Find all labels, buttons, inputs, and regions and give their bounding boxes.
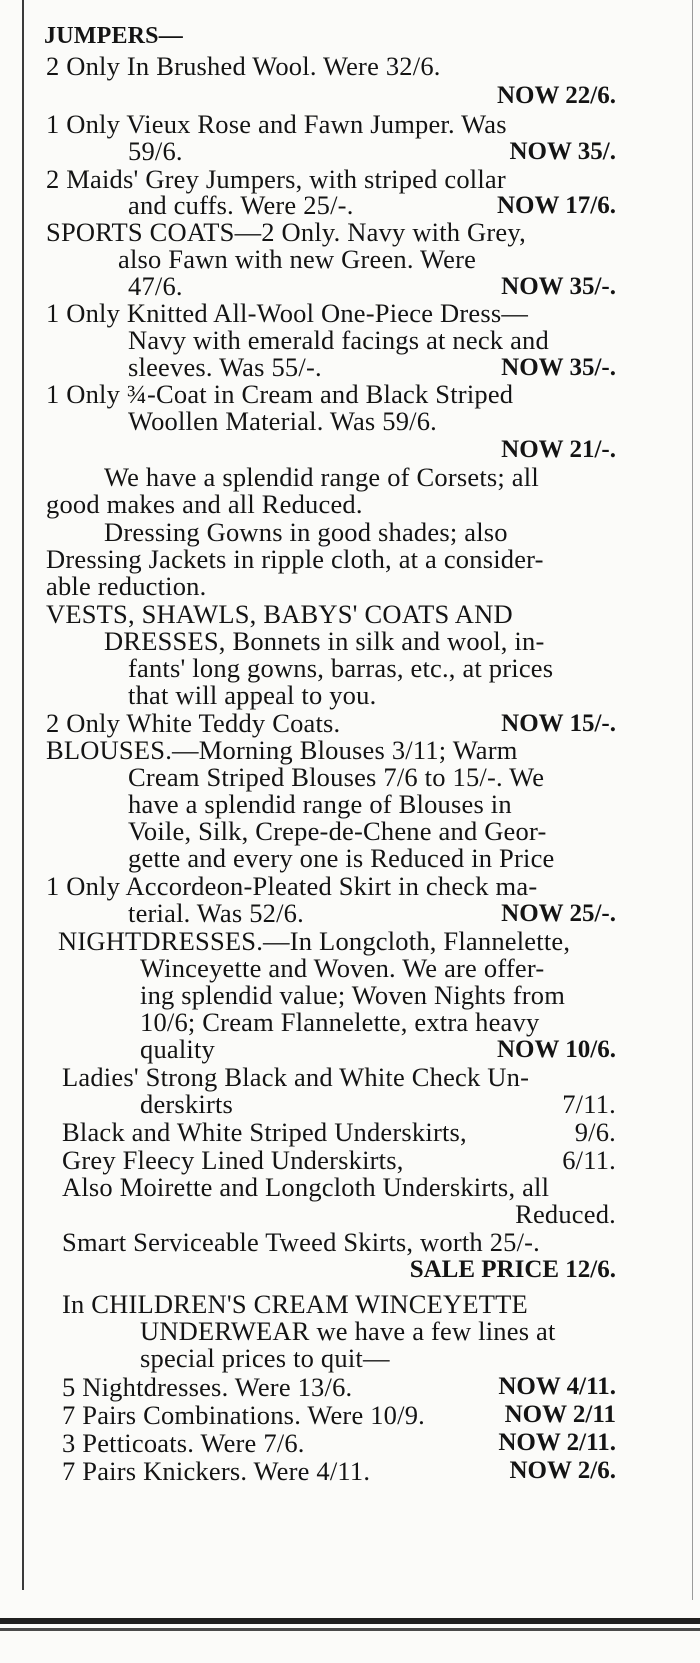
price-maids-grey: NOW 17/6. <box>497 192 616 219</box>
price-fleecy-underskirts: 6/11. <box>562 1145 616 1175</box>
item-corsets-2: good makes and all Reduced. <box>46 489 363 519</box>
item-child-knickers: 7 Pairs Knickers. Were 4/11. <box>62 1456 371 1486</box>
item-three-quarter-coat-2: Woollen Material. Was 59/6. <box>128 406 438 436</box>
item-nightdresses-5: quality <box>140 1034 215 1064</box>
price-accordeon-skirt: NOW 25/-. <box>501 900 616 927</box>
bottom-rule-thin <box>0 1628 700 1631</box>
item-moirette: Also Moirette and Longcloth Underskirts, all <box>62 1172 550 1202</box>
item-nightdresses-3: ing splendid value; Woven Nights from <box>140 980 566 1010</box>
price-child-knickers: NOW 2/6. <box>509 1457 616 1484</box>
item-blouses-3: have a splendid range of Blouses in <box>128 789 512 819</box>
item-vests-2: DRESSES, Bonnets in silk and wool, in- <box>104 626 545 656</box>
item-corsets: We have a splendid range of Corsets; all <box>104 462 539 492</box>
item-nightdresses-2: Winceyette and Woven. We are offer- <box>140 953 545 983</box>
item-teddy-coats: 2 Only White Teddy Coats. <box>46 708 341 738</box>
item-three-quarter-coat: 1 Only ¾-Coat in Cream and Black Striped <box>46 379 514 409</box>
price-tweed-skirts: SALE PRICE 12/6. <box>409 1256 616 1283</box>
item-brushed-wool: 2 Only In Brushed Wool. Were 32/6. <box>46 51 441 81</box>
item-child-petticoats: 3 Petticoats. Were 7/6. <box>62 1428 305 1458</box>
item-knitted-dress: 1 Only Knitted All-Wool One-Piece Dress— <box>46 298 529 328</box>
item-vests: VESTS, SHAWLS, BABYS' COATS AND <box>46 599 513 629</box>
price-child-petticoats: NOW 2/11. <box>498 1429 616 1456</box>
item-check-underskirts-2: derskirts <box>140 1089 234 1119</box>
item-vieux-rose-2: 59/6. <box>128 136 183 166</box>
right-column-rule <box>692 0 693 1600</box>
item-vieux-rose: 1 Only Vieux Rose and Fawn Jumper. Was <box>46 109 507 139</box>
item-blouses-5: gette and every one is Reduced in Price <box>128 843 555 873</box>
item-childrens-3: special prices to quit— <box>140 1343 390 1373</box>
item-knitted-dress-2: Navy with emerald facings at neck and <box>128 325 549 355</box>
item-nightdresses-4: 10/6; Cream Flannelette, extra heavy <box>140 1007 540 1037</box>
price-knitted-dress: NOW 35/-. <box>501 354 616 381</box>
item-childrens: In CHILDREN'S CREAM WINCEYETTE <box>62 1289 528 1319</box>
item-maids-grey-2: and cuffs. Were 25/-. <box>128 190 354 220</box>
item-blouses-4: Voile, Silk, Crepe-de-Chene and Geor- <box>128 816 547 846</box>
item-sports-coats: SPORTS COATS—2 Only. Navy with Grey, <box>46 217 526 247</box>
item-vests-3: fants' long gowns, barras, etc., at prices <box>128 653 554 683</box>
item-fleecy-underskirts: Grey Fleecy Lined Underskirts, <box>62 1145 404 1175</box>
item-vests-4: that will appeal to you. <box>128 680 377 710</box>
item-maids-grey: 2 Maids' Grey Jumpers, with striped collar <box>46 164 506 194</box>
item-child-combinations: 7 Pairs Combinations. Were 10/9. <box>62 1400 425 1430</box>
item-dressing-gowns-3: able reduction. <box>46 571 207 601</box>
item-dressing-gowns-2: Dressing Jackets in ripple cloth, at a consider- <box>46 544 544 574</box>
item-nightdresses: NIGHTDRESSES.—In Longcloth, Flannelette, <box>58 926 571 956</box>
section-title: JUMPERS— <box>44 23 183 49</box>
price-brushed-wool: NOW 22/6. <box>497 82 616 109</box>
price-nightdresses: NOW 10/6. <box>497 1036 616 1063</box>
price-three-quarter-coat: NOW 21/-. <box>501 436 616 463</box>
item-knitted-dress-3: sleeves. Was 55/-. <box>128 352 322 382</box>
item-blouses: BLOUSES.—Morning Blouses 3/11; Warm <box>46 735 518 765</box>
price-check-underskirts: 7/11. <box>562 1089 616 1119</box>
bottom-rule <box>0 1618 700 1624</box>
item-tweed-skirts: Smart Serviceable Tweed Skirts, worth 25/-. <box>62 1227 541 1257</box>
price-sports-coats: NOW 35/-. <box>501 273 616 300</box>
left-column-rule <box>22 0 24 1590</box>
item-dressing-gowns: Dressing Gowns in good shades; also <box>104 517 508 547</box>
price-teddy-coats: NOW 15/-. <box>501 710 616 737</box>
price-striped-underskirts: 9/6. <box>574 1117 616 1147</box>
item-childrens-2: UNDERWEAR we have a few lines at <box>140 1316 556 1346</box>
item-striped-underskirts: Black and White Striped Underskirts, <box>62 1117 467 1147</box>
item-accordeon-skirt-2: terial. Was 52/6. <box>128 898 304 928</box>
item-sports-coats-3: 47/6. <box>128 271 183 301</box>
item-child-nightdresses: 5 Nightdresses. Were 13/6. <box>62 1372 353 1402</box>
price-vieux-rose: NOW 35/. <box>509 138 616 165</box>
price-child-combinations: NOW 2/11 <box>504 1401 616 1428</box>
item-check-underskirts: Ladies' Strong Black and White Check Un- <box>62 1062 530 1092</box>
price-child-nightdresses: NOW 4/11. <box>498 1373 616 1400</box>
item-accordeon-skirt: 1 Only Accordeon-Pleated Skirt in check ma- <box>46 871 538 901</box>
item-sports-coats-2: also Fawn with new Green. Were <box>118 244 477 274</box>
item-blouses-2: Cream Striped Blouses 7/6 to 15/-. We <box>128 762 545 792</box>
item-moirette-2: Reduced. <box>515 1199 616 1229</box>
